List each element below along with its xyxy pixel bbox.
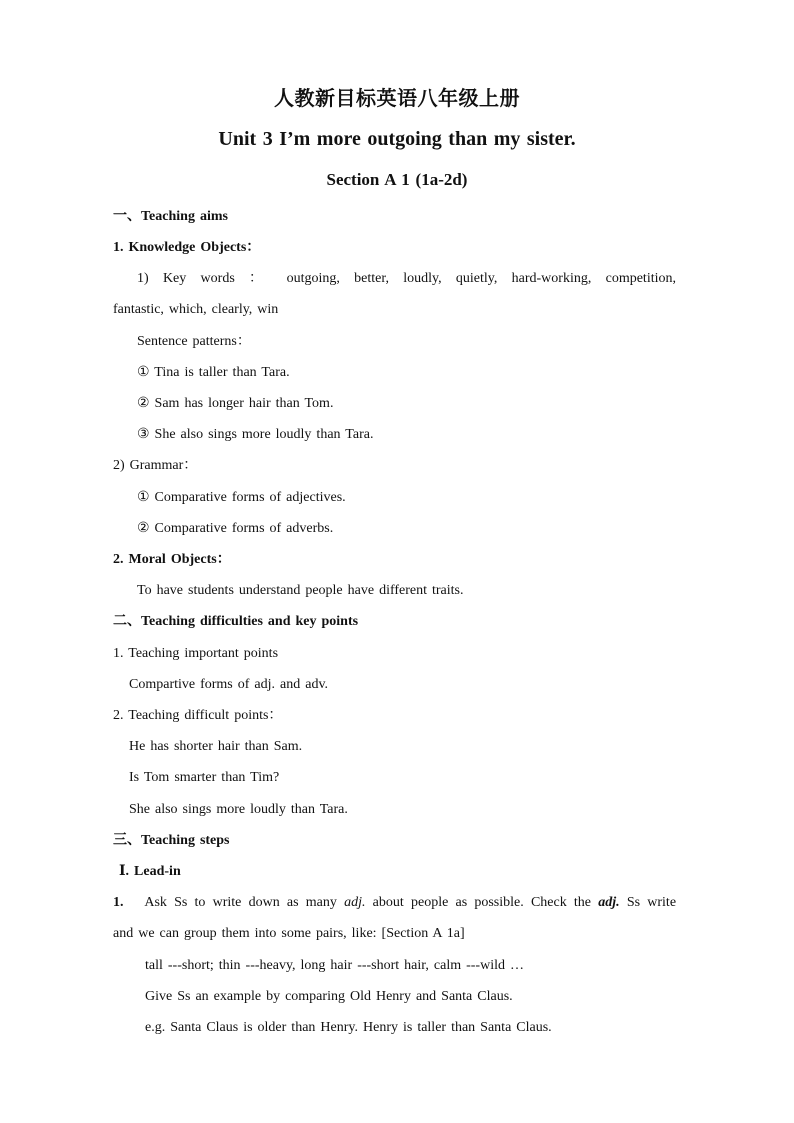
difficult-points-label: 2. Teaching difficult points： (113, 708, 283, 723)
sentence-pattern-2: ② Sam has longer hair than Tom. (137, 396, 334, 411)
sentence-pattern-1: ① Tina is taller than Tara. (137, 365, 290, 380)
document-title-cn: 人教新目标英语八年级上册 (274, 86, 520, 110)
step-1-adj-2: adj. (598, 895, 620, 910)
moral-objects-heading: 2. Moral Objects： (113, 552, 231, 567)
difficult-point-2: Is Tom smarter than Tim? (129, 770, 280, 785)
step-1-number: 1. (113, 895, 124, 910)
unit-title: Unit 3 I’m more outgoing than my sister. (218, 128, 576, 150)
lead-in-heading: Ⅰ. Lead-in (119, 864, 181, 879)
grammar-item-2: ② Comparative forms of adverbs. (137, 521, 334, 536)
grammar-item-1: ① Comparative forms of adjectives. (137, 490, 346, 505)
sentence-patterns-label: Sentence patterns： (137, 334, 251, 349)
section-title: Section A 1 (1a-2d) (326, 170, 468, 189)
teaching-aims-heading: 一、Teaching aims (113, 209, 228, 224)
adjective-pairs-line: tall ---short; thin ---heavy, long hair ---short hair, calm ---wild … (145, 958, 524, 973)
difficult-point-1: He has shorter hair than Sam. (129, 739, 303, 754)
teaching-steps-heading: 三、Teaching steps (113, 833, 230, 848)
knowledge-objects-heading: 1. Knowledge Objects： (113, 240, 261, 255)
example-sentences: e.g. Santa Claus is older than Henry. Henry is taller than Santa Claus. (145, 1020, 552, 1035)
step-1-adj-1: adj. (344, 895, 366, 910)
important-points-label: 1. Teaching important points (113, 646, 279, 661)
key-words-line-1: 1) Key words ： outgoing, better, loudly, quietly, hard-working, competition, (137, 271, 676, 286)
difficult-point-3: She also sings more loudly than Tara. (129, 802, 348, 817)
example-instruction: Give Ss an example by comparing Old Henry and Santa Claus. (145, 989, 513, 1004)
sentence-pattern-3: ③ She also sings more loudly than Tara. (137, 427, 374, 442)
moral-objects-text: To have students understand people have different traits. (137, 583, 464, 598)
step-1-line-2: and we can group them into some pairs, like: [Section A 1a] (113, 926, 465, 941)
difficulties-heading: 二、Teaching difficulties and key points (113, 614, 359, 629)
grammar-label: 2) Grammar： (113, 458, 198, 473)
step-1-text-a: Ask Ss to write down as many (144, 895, 337, 910)
step-1-line-1 (113, 893, 676, 913)
step-1-text-c: Ss write (626, 895, 677, 910)
important-points-text: Compartive forms of adj. and adv. (129, 677, 329, 692)
step-1-text-b: about people as possible. Check the (372, 895, 592, 910)
key-words-line-2: fantastic, which, clearly, win (113, 302, 279, 317)
